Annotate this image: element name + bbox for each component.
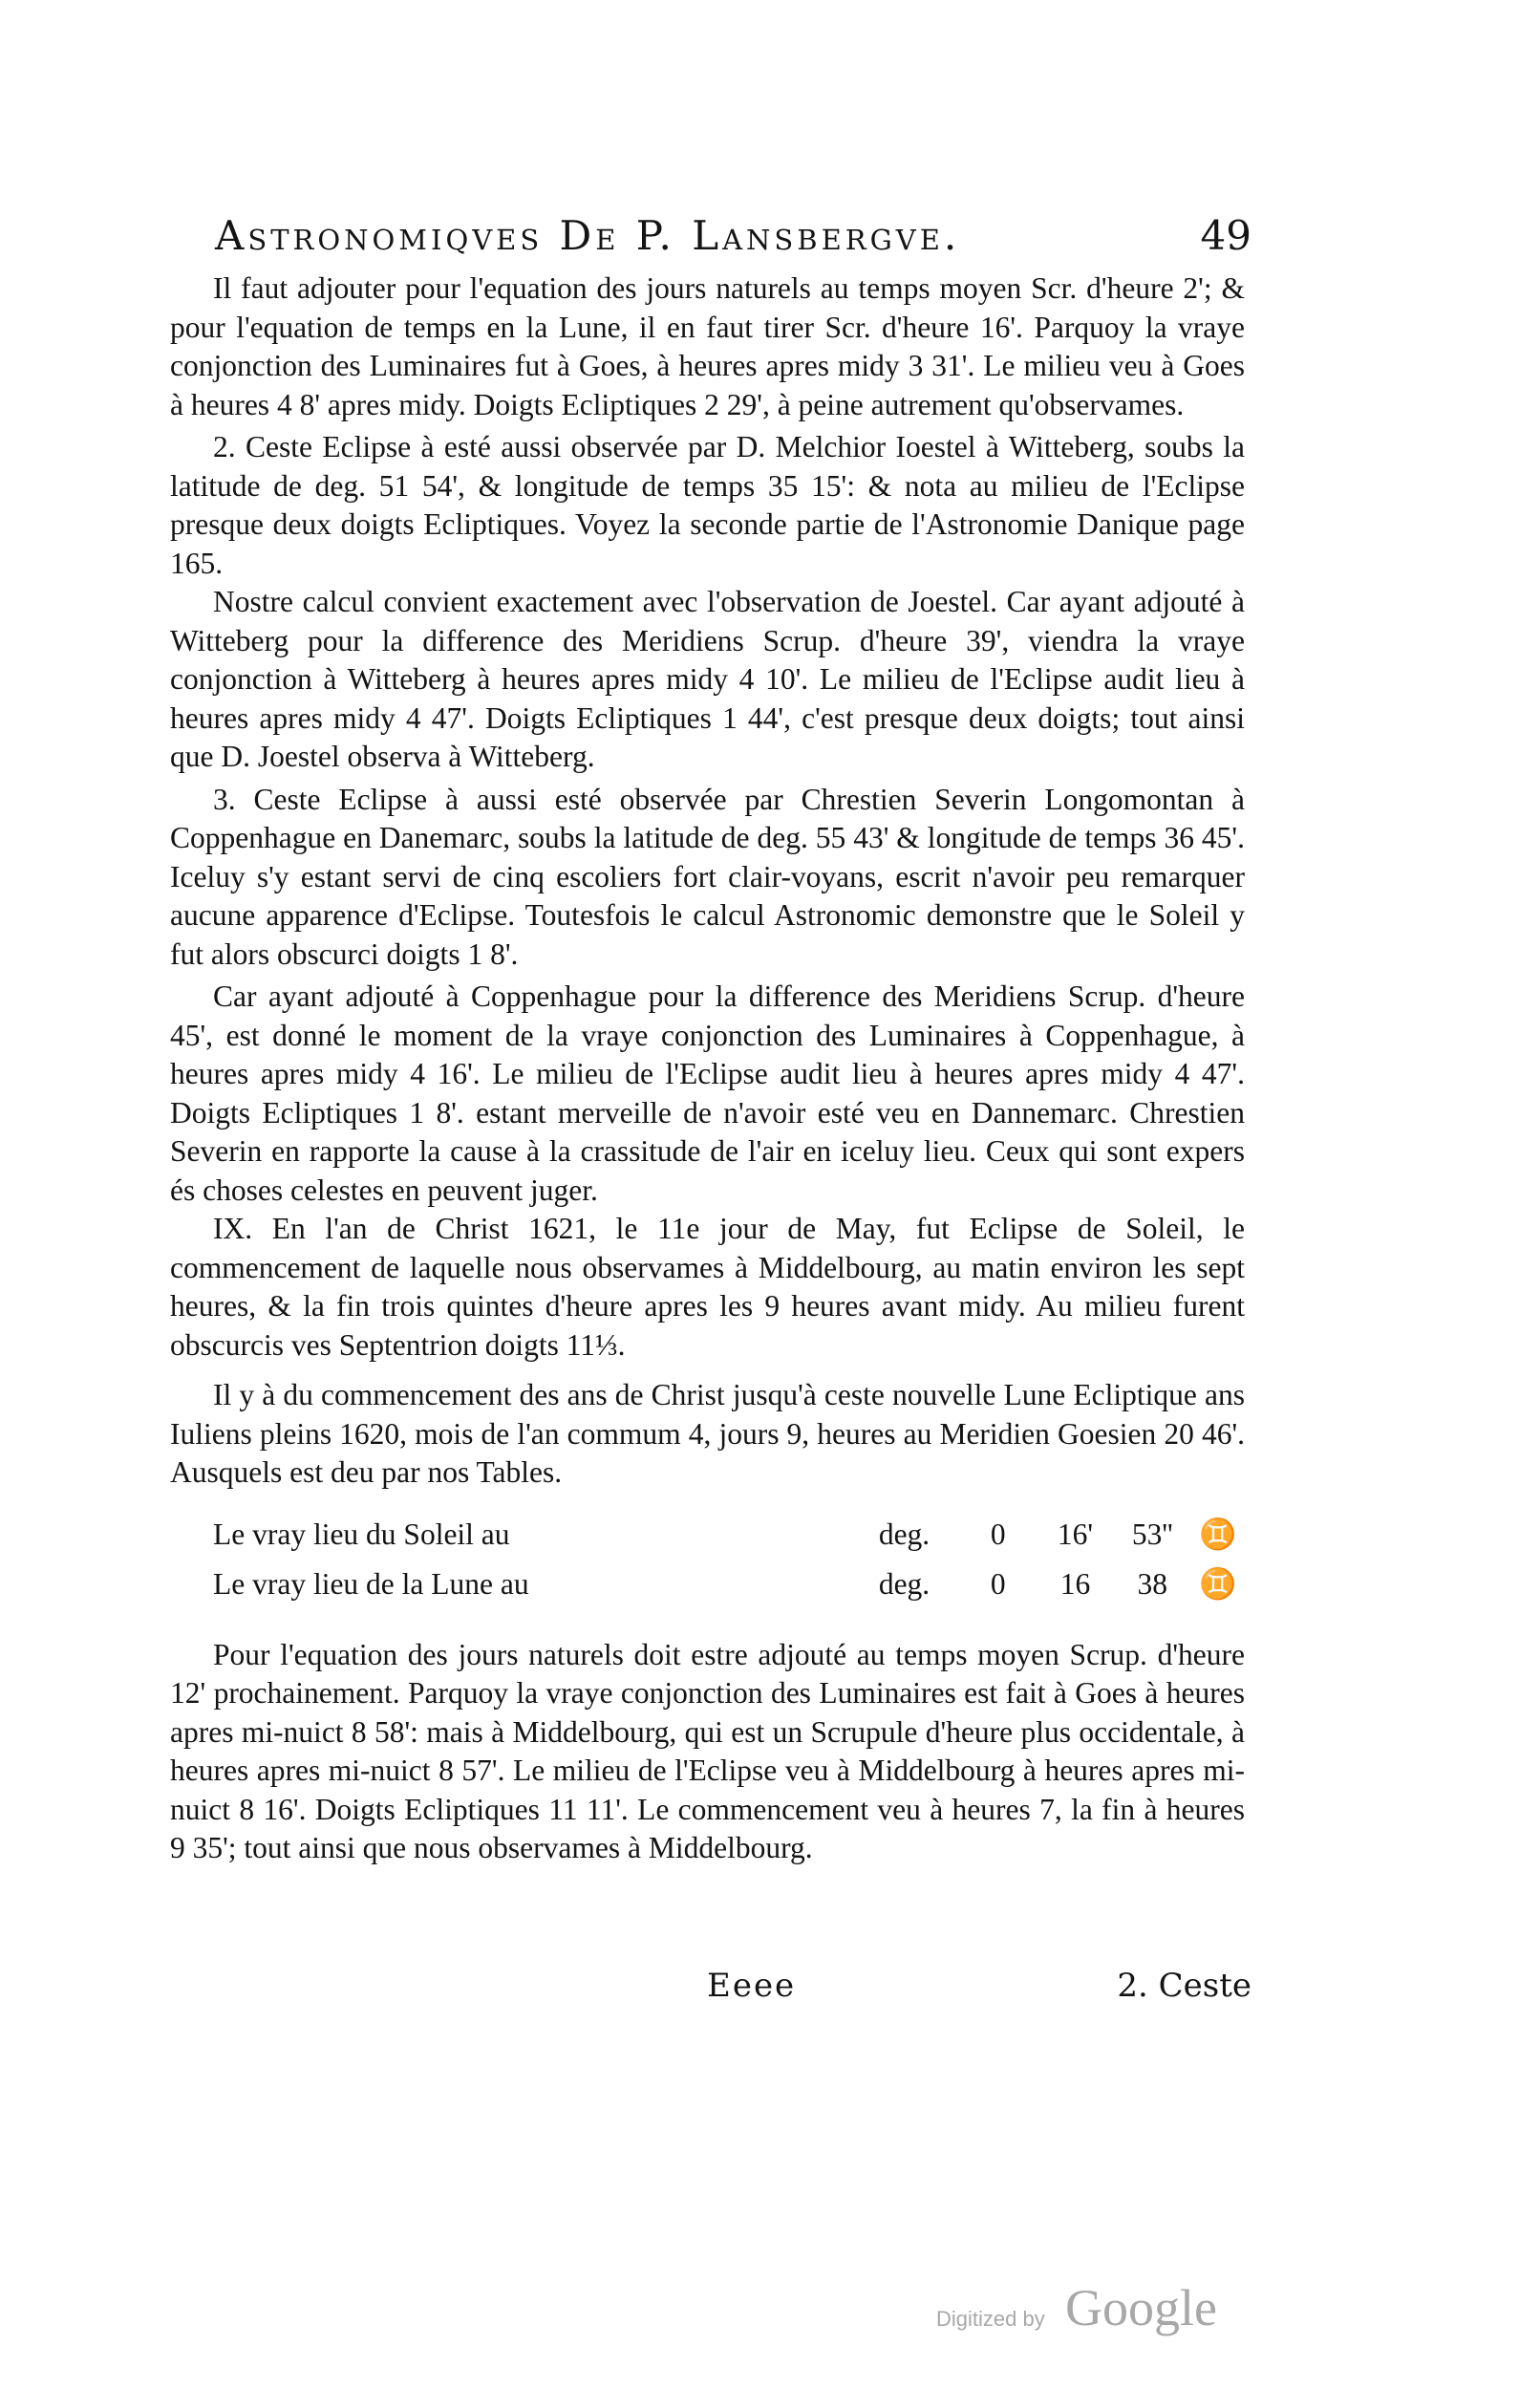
paragraph-equation-middelbourg: Pour l'equation des jours naturels doit estre adjouté au temps moyen Scrup. d'heure 12' prochainement. Parquoy la vraye conjonction des Luminaires est fait à Goes à heures apres mi-nuict 8 58': mais à Middelbourg, qui est un Scrupule d'heure plus occidentale, à heures apres mi-nuict 8 57'. Le milieu de l'Eclipse veu à Middelbourg à heures apres mi-nuict 8 16'. Doigts Ecliptiques 11 11'. Le commencement veu à heures 7, la fin à heures 9 35'; tout ainsi que nous observames à Middelbourg. [170,1637,1245,1864]
paragraph-observation-witteberg: 2. Ceste Eclipse à esté aussi observée par D. Melchior Ioestel à Witteberg, soubs la latitude de deg. 51 54', & longitude de temps 35 15': & nota au milieu de l'Eclipse presque deux doigts Ecliptiques. Voyez la seconde partie de l'Astronomie Danique page 165. [170,430,1245,580]
row-label: Le vray lieu de la Lune au [213,1566,529,1601]
row-seconds: 38 [1137,1566,1167,1601]
paragraph-eclipse-ix-1621: IX. En l'an de Christ 1621, le 11e jour de May, fut Eclipse de Soleil, le commencement de laquelle nous observames à Middelbourg, au matin environ les sept heures, & la fin trois quintes d'heure apres les 9 heures avant midy. Au milieu furent obscurcis ves Septentrion doigts 11⅓. [170,1212,1245,1362]
table-row-sun [213,1516,1245,1565]
gemini-sign-icon: ♊ [1199,1566,1237,1601]
watermark-prefix: Digitized by [936,2307,1045,2331]
row-label: Le vray lieu du Soleil au [213,1517,510,1551]
watermark-brand: Google [1065,2279,1217,2336]
catchword: 2. Ceste [1117,1967,1251,2005]
running-header [215,212,1251,269]
table-row-moon [213,1565,1245,1615]
row-minutes: 16' [1057,1517,1094,1551]
paragraph-christ-years: Il y à du commencement des ans de Christ jusqu'à ceste nouvelle Lune Ecliptique ans Iuliens pleins 1620, mois de l'an commum 4, jours 9, heures au Meridien Goesien 20 46'. Ausquels est deu par nos Tables. [170,1378,1245,1489]
gemini-sign-icon: ♊ [1199,1517,1237,1551]
running-title: Astronomiqves De P. Lansbergve. [215,212,961,259]
page-number: 49 [1200,212,1251,259]
positions-table [213,1516,1245,1615]
paragraph-calculation-joestel: Nostre calcul convient exactement avec l'observation de Joestel. Car ayant adjouté à Witteberg pour la difference des Meridiens Scrup. d'heure 39', viendra la vraye conjonction à Witteberg à heures apres midy 4 10'. Le milieu de l'Eclipse audit lieu à heures apres midy 4 47'. Doigts Ecliptiques 1 44', c'est presque deux doigts; tout ainsi que D. Joestel observa à Witteberg. [170,585,1245,773]
row-unit: deg. [878,1517,930,1551]
page-footer [707,1967,1251,2014]
row-degrees: 0 [990,1566,1006,1601]
row-unit: deg. [878,1566,930,1601]
row-seconds: 53'' [1131,1517,1173,1551]
row-degrees: 0 [990,1517,1006,1551]
signature-mark: Eeee [707,1967,797,2005]
body-text [170,269,1245,1868]
digitized-watermark [936,2274,1251,2341]
paragraph-calculation-coppenhague: Car ayant adjouté à Coppenhague pour la difference des Meridiens Scrup. d'heure 45', est donné le moment de la vraye conjonction des Luminaires à Coppenhague, à heures apres midy 4 16'. Le milieu de l'Eclipse audit lieu à heures apres midy 4 47'. Doigts Ecliptiques 1 8'. estant merveille de n'avoir esté veu en Dannemarc. Chrestien Severin en rapporte la cause à la crassitude de l'air en iceluy lieu. Ceux qui sont expers és choses celestes en peuvent juger. [170,979,1245,1207]
row-minutes: 16 [1059,1566,1091,1601]
paragraph-equation-goes: Il faut adjouter pour l'equation des jours naturels au temps moyen Scr. d'heure 2'; & pour l'equation de temps en la Lune, il en faut tirer Scr. d'heure 16'. Parquoy la vraye conjonction des Luminaires fut à Goes, à heures apres midy 3 31'. Le milieu veu à Goes à heures 4 8' apres midy. Doigts Ecliptiques 2 29', à peine autrement qu'observames. [170,271,1245,421]
paragraph-observation-coppenhague: 3. Ceste Eclipse à aussi esté observée par Chrestien Severin Longomontan à Coppenhague en Danemarc, soubs la latitude de deg. 55 43' & longitude de temps 36 45'. Iceluy s'y estant servi de cinq escoliers fort clair-voyans, escrit n'avoir peu remarquer aucune apparence d'Eclipse. Toutesfois le calcul Astronomic demonstre que le Soleil y fut alors obscurci doigts 1 8'. [170,782,1245,971]
